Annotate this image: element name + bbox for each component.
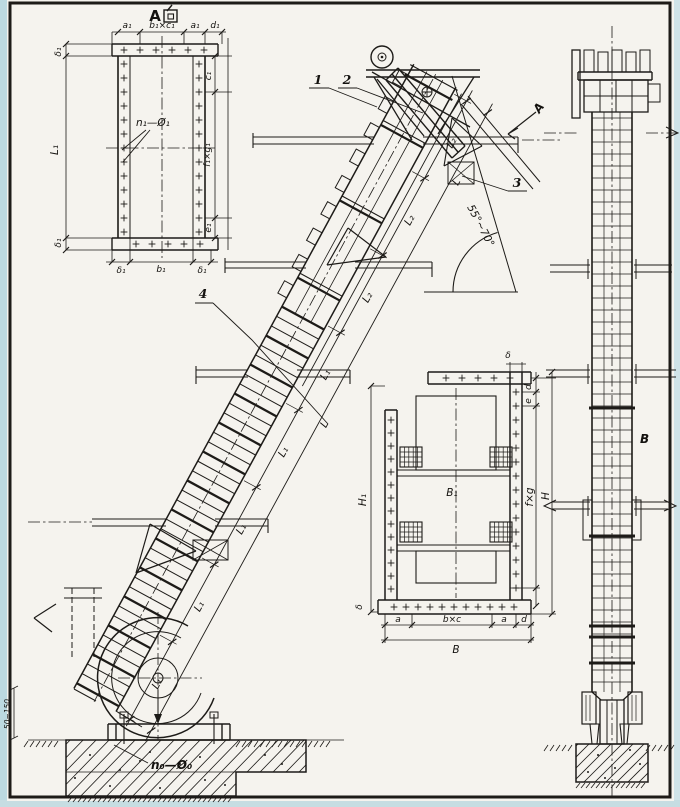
callout-3: 3	[512, 175, 522, 190]
view-a-title-letter: A	[149, 7, 161, 25]
incline-segment-label: L₁	[317, 367, 334, 383]
section-delta-top: δ	[505, 351, 511, 361]
dim-c1: c₁	[204, 71, 214, 81]
paper	[7, 0, 674, 801]
side-width-label: B	[640, 432, 650, 446]
view-arrow-label: A	[530, 99, 548, 116]
incline-segment-label: L₁	[233, 522, 250, 537]
incline-segment-label: L₁	[149, 676, 165, 692]
bolt-count-label: n₁—Ø₁	[136, 117, 170, 129]
dim-f1xg1: f₁×g₁	[203, 143, 213, 167]
dim-delta1-bl: δ₁	[116, 266, 126, 276]
dim-a1-right: a₁	[190, 21, 200, 31]
section-H: H	[540, 492, 552, 500]
boot-dim-label: 50~150	[3, 698, 12, 730]
incline-segment-label: L₁	[191, 599, 208, 614]
section-delta-left: δ	[355, 604, 365, 610]
scan-edge-bottom	[0, 800, 680, 807]
callout-4: 4	[198, 286, 208, 301]
dim-b1: b₁	[156, 265, 166, 275]
dim-e1: e₁	[204, 223, 214, 233]
incline-segment-label: L₂	[402, 212, 418, 228]
section-fxg: f×g	[524, 487, 536, 507]
angle-label: 55°~70°	[464, 202, 497, 250]
section-d-bottom: d	[521, 615, 527, 625]
incline-overall-label: L	[449, 176, 464, 188]
section-H1: H₁	[357, 493, 369, 507]
scan-edge-left	[0, 0, 7, 807]
incline-segment-label: L₂	[444, 135, 460, 151]
dim-d1: d₁	[210, 21, 220, 31]
incline-segment-label: L₂	[359, 290, 376, 305]
section-bxc: b×c	[442, 615, 462, 625]
section-d: d	[524, 384, 534, 390]
dim-delta1-br: δ₁	[197, 266, 207, 276]
dim-L1: L₁	[49, 144, 61, 156]
anchor-bolt-label: n₀—Ø₀	[151, 758, 193, 772]
incline-segment-label: L₁	[275, 444, 292, 460]
dim-delta1-bottom: δ₁	[54, 238, 64, 248]
callout-2: 2	[342, 72, 352, 87]
section-a-right: a	[501, 615, 507, 625]
dim-delta1-top: δ₁	[54, 47, 64, 57]
scan-edge-right	[674, 0, 680, 807]
section-e-top: e	[524, 398, 534, 404]
callout-1: 1	[313, 72, 323, 87]
incline-overall-label: L	[318, 418, 332, 430]
dim-a1-left: a₁	[122, 21, 132, 31]
section-B: B	[452, 644, 460, 656]
dim-b1xc1: b₁×c₁	[149, 21, 175, 31]
section-B1-label: B₁	[446, 487, 458, 499]
section-a-left: a	[395, 615, 401, 625]
